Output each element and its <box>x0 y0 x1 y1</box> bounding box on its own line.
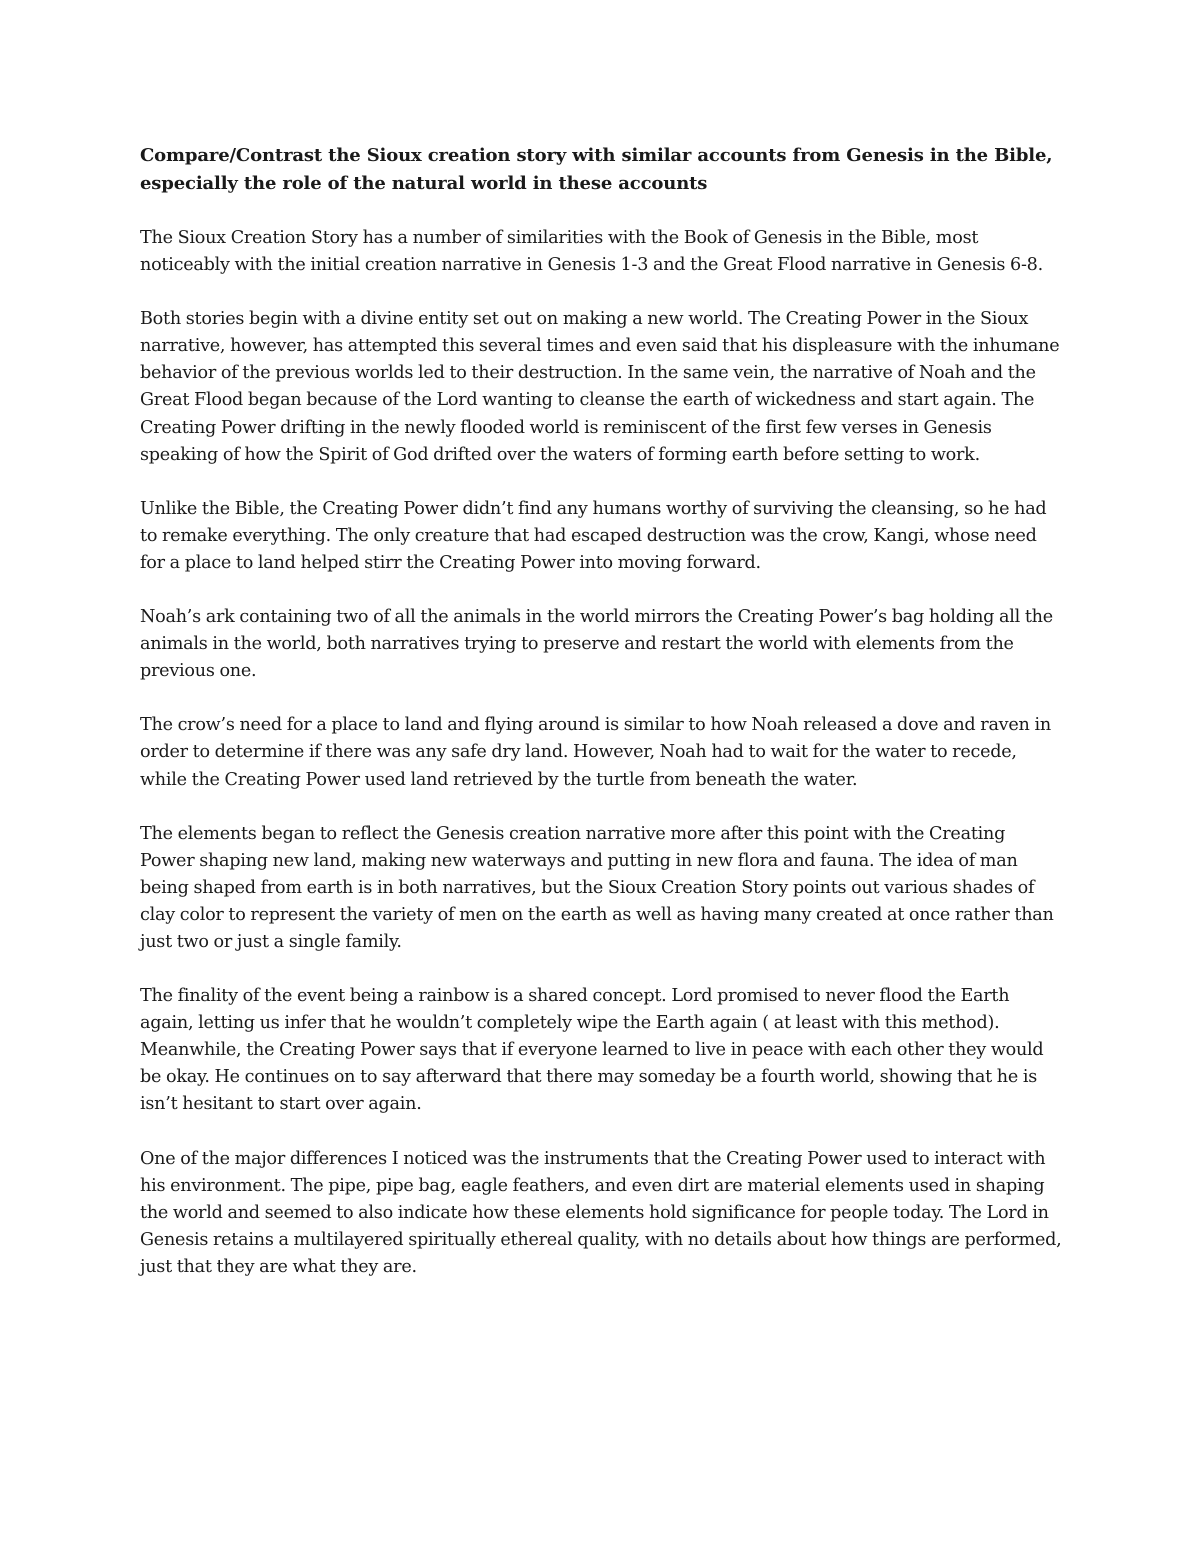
paragraph-7: The finality of the event being a rainbow is a shared concept. Lord promised to never flood the Earth again, letting us infer that he wouldn’t completely wipe the Earth again ( at least with this method). Meanwhile, the Creating Power says that if everyone learned to live in peace with each other they would be okay. He continues on to say afterward that there may someday be a fourth world, showing that he is isn’t hesitant to start over again. <box>140 986 1044 1115</box>
paragraph-3: Unlike the Bible, the Creating Power didn’t find any humans worthy of surviving the cleansing, so he had to remake everything. The only creature that had escaped destruction was the crow, Kangi, whose need for a place to land helped stirr the Creating Power into moving forward. <box>140 498 1047 573</box>
paragraph-8: One of the major differences I noticed was the instruments that the Creating Power used to interact with his environment. The pipe, pipe bag, eagle feathers, and even dirt are material elements used in shaping the world and seemed to also indicate how these elements hold significance for people today. The Lord in Genesis retains a multilayered spiritually ethereal quality, with no details about how things are performed, just that they are what they are. <box>140 1148 1062 1277</box>
paragraph-5: The crow’s need for a place to land and flying around is similar to how Noah released a dove and raven in order to determine if there was any safe dry land. However, Noah had to wait for the water to recede, while the Creating Power used land retrieved by the turtle from beneath the water. <box>140 715 1051 790</box>
paragraph-2: Both stories begin with a divine entity set out on making a new world. The Creating Power in the Sioux narrative, however, has attempted this several times and even said that his displeasure with the inhumane behavior of the previous worlds led to their destruction. In the same vein, the narrative of Noah and the Great Flood began because of the Lord wanting to cleanse the earth of wickedness and start again. The Creating Power drifting in the newly flooded world is reminiscent of the first few verses in Genesis speaking of how the Spirit of God drifted over the waters of forming earth before setting to work. <box>140 309 1060 465</box>
document-body <box>140 142 1064 1308</box>
paragraph-6: The elements began to reflect the Genesis creation narrative more after this point with the Creating Power shaping new land, making new waterways and putting in new flora and fauna. The idea of man being shaped from earth is in both narratives, but the Sioux Creation Story points out various shades of clay color to represent the variety of men on the earth as well as having many created at once rather than just two or just a single family. <box>140 823 1054 952</box>
document-heading: Compare/Contrast the Sioux creation story with similar accounts from Genesis in the Bible, especially the role of the natural world in these accounts <box>140 145 1053 194</box>
paragraph-1: The Sioux Creation Story has a number of similarities with the Book of Genesis in the Bible, most noticeably with the initial creation narrative in Genesis 1-3 and the Great Flood narrative in Genesis 6-8. <box>140 228 1043 276</box>
paragraph-4: Noah’s ark containing two of all the animals in the world mirrors the Creating Power’s bag holding all the animals in the world, both narratives trying to preserve and restart the world with elements from the previous one. <box>140 607 1053 682</box>
